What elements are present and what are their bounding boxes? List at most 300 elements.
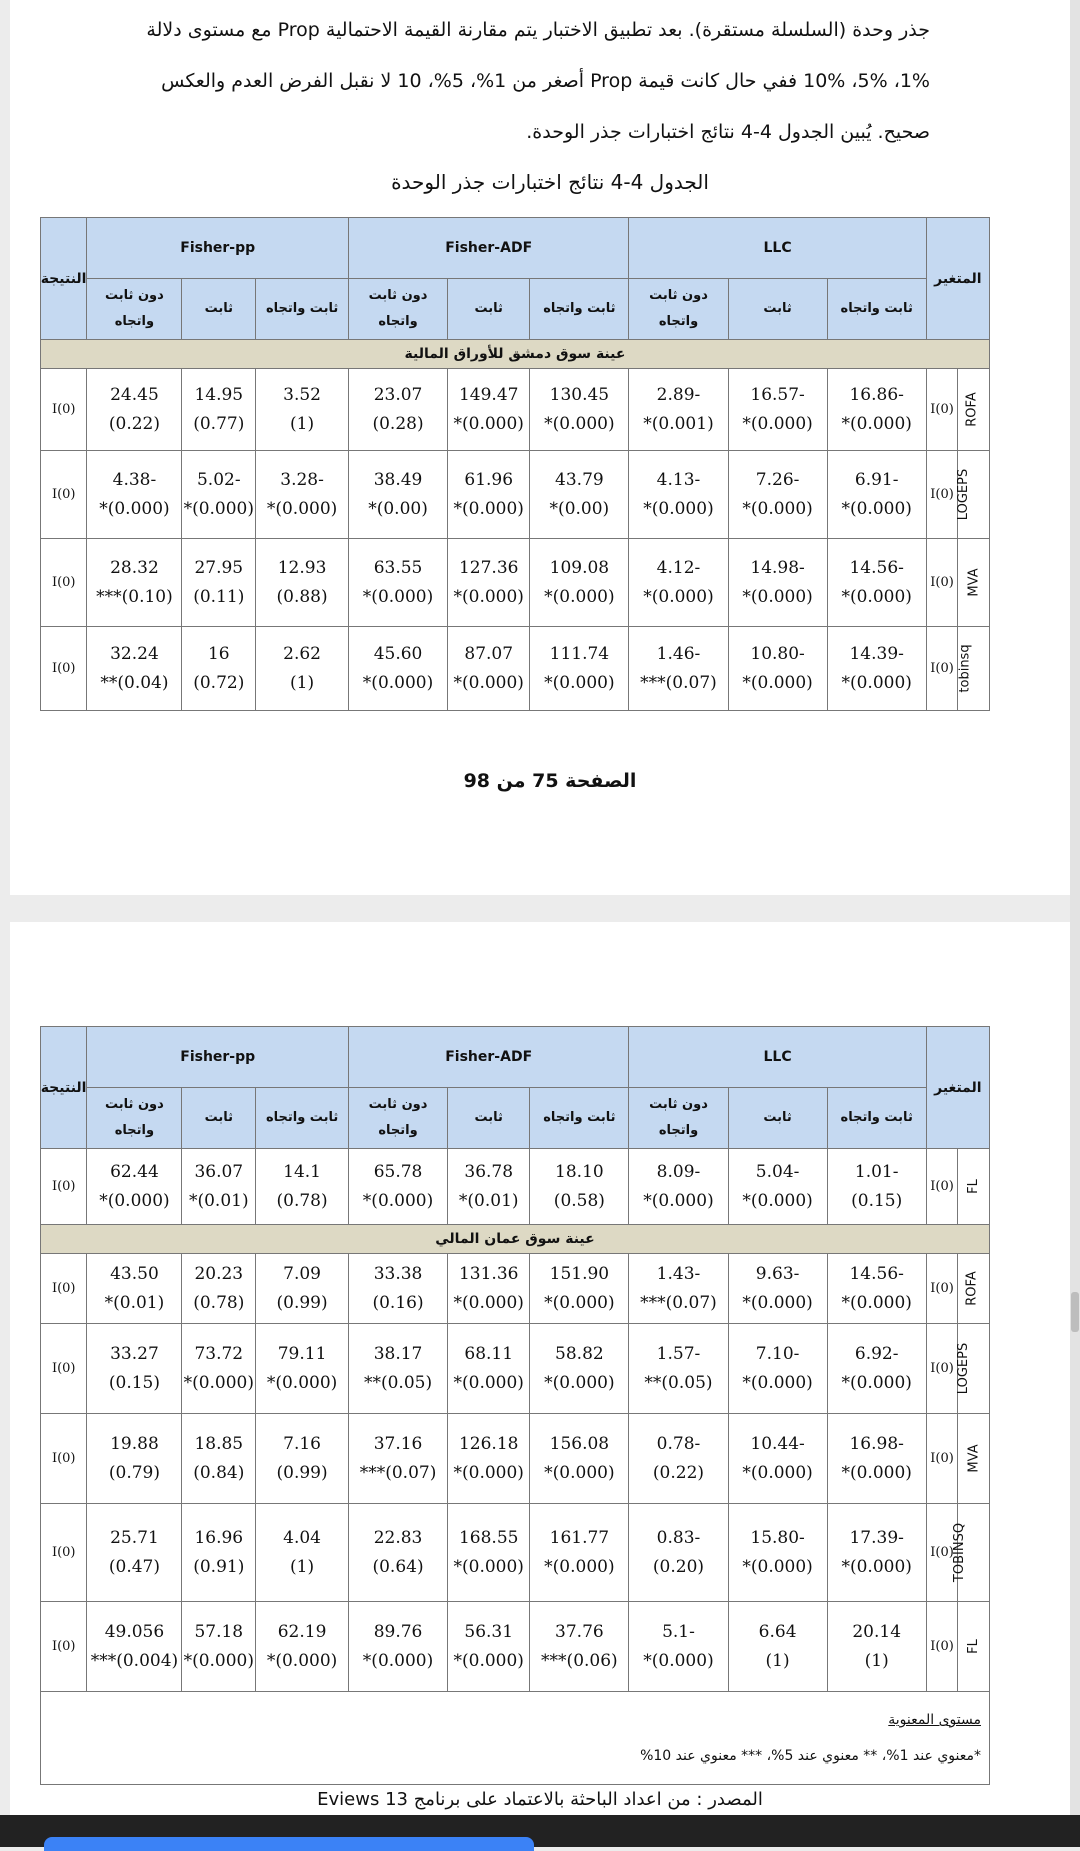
prob-value: (0.88) — [276, 586, 328, 607]
order-integration: I(0) — [926, 539, 958, 627]
prob-value: (0.000)* — [742, 1190, 813, 1211]
prob-value: (0.000)* — [841, 586, 912, 607]
table-cell — [348, 1149, 447, 1225]
table-row — [41, 1254, 990, 1324]
table-cell — [182, 1254, 256, 1324]
table-caption: الجدول 4-4 نتائج اختبارات جذر الوحدة — [391, 170, 709, 194]
variable-name: ROFA — [958, 1254, 990, 1324]
prob-value: (0.000)* — [643, 586, 714, 607]
result-value: I(0) — [41, 1414, 87, 1504]
stat-value: -1.43 — [656, 1263, 701, 1284]
header-sub: ثابت واتجاه — [827, 279, 926, 340]
prob-value: (0.000)* — [453, 498, 524, 519]
table-cell — [87, 451, 182, 539]
table-cell — [182, 1149, 256, 1225]
table-cell — [448, 1324, 530, 1414]
header-sub: دون ثابت واتجاه — [348, 279, 447, 340]
prob-value: (0.15) — [851, 1190, 903, 1211]
header-sub: ثابت — [448, 279, 530, 340]
prob-value: (0.000)* — [742, 413, 813, 434]
stat-value: 65.78 — [373, 1161, 423, 1182]
table-cell — [827, 1414, 926, 1504]
stat-value: 131.36 — [458, 1263, 519, 1284]
header-fisher-adf: Fisher-ADF — [348, 218, 628, 279]
table-cell — [182, 539, 256, 627]
prob-value: (0.000)* — [742, 1292, 813, 1313]
table-cell — [728, 1504, 827, 1602]
stat-value: 57.18 — [194, 1621, 244, 1642]
table-cell — [530, 539, 629, 627]
header-sub: ثابت واتجاه — [530, 279, 629, 340]
result-value: I(0) — [41, 1254, 87, 1324]
table-cell — [182, 451, 256, 539]
prob-value: (0.91) — [193, 1556, 245, 1577]
prob-value: (0.000)* — [742, 1372, 813, 1393]
stat-value: -2.89 — [656, 384, 701, 405]
prob-value: (0.22) — [108, 413, 160, 434]
source-note: المصدر : من اعداد الباحثة بالاعتماد على برنامج Eviews 13 — [317, 1789, 763, 1810]
stat-value: -5.04 — [755, 1161, 800, 1182]
result-value: I(0) — [41, 539, 87, 627]
table-cell — [256, 539, 349, 627]
stat-value: 149.47 — [458, 384, 519, 405]
header-fisher-pp: Fisher-pp — [87, 1027, 349, 1088]
table-cell — [827, 539, 926, 627]
order-integration: I(0) — [926, 1149, 958, 1225]
prob-value: (0.000)* — [362, 672, 434, 693]
stat-value: 6.64 — [758, 1621, 797, 1642]
page-number: الصفحة 75 من 98 — [463, 770, 637, 792]
stat-value: -14.56 — [849, 557, 904, 578]
scrollbar[interactable] — [1070, 0, 1080, 1847]
table-cell — [87, 369, 182, 451]
table-cell — [448, 627, 530, 711]
table-cell — [629, 451, 728, 539]
prob-value: (0.58) — [553, 1190, 605, 1211]
stat-value: 89.76 — [373, 1621, 423, 1642]
table-cell — [448, 369, 530, 451]
stat-value: 58.82 — [555, 1343, 604, 1364]
stat-value: 61.96 — [464, 469, 514, 490]
prob-value: (0.84) — [193, 1462, 245, 1483]
table-cell — [728, 451, 827, 539]
table-cell — [448, 451, 530, 539]
table-cell — [827, 627, 926, 711]
table-cell — [182, 1602, 256, 1692]
stat-value: 37.76 — [555, 1621, 604, 1642]
intro-line: 1%، 5%، 10% ففي حال كانت قيمة Prop أصغر من 1%، 5%، 10 لا نقبل الفرض العدم والعكس — [161, 70, 930, 92]
stat-value: 12.93 — [277, 557, 327, 578]
stat-value: -6.91 — [854, 469, 899, 490]
table-cell — [87, 1504, 182, 1602]
stat-value: 20.23 — [194, 1263, 244, 1284]
prob-value: (0.04)** — [100, 672, 169, 693]
header-sub: ثابت واتجاه — [256, 1088, 349, 1149]
prob-value: (0.000)* — [183, 498, 255, 519]
order-integration: I(0) — [926, 451, 958, 539]
stat-value: 3.52 — [283, 384, 321, 405]
table-cell — [448, 1504, 530, 1602]
table-cell — [629, 1149, 728, 1225]
prob-value: (0.78) — [193, 1292, 245, 1313]
stat-value: -0.78 — [656, 1433, 701, 1454]
stat-value: 2.62 — [283, 643, 321, 664]
stat-value: 79.11 — [277, 1343, 327, 1364]
header-sub: ثابت — [182, 1088, 256, 1149]
stat-value: 37.16 — [373, 1433, 423, 1454]
header-sub: دون ثابت واتجاه — [629, 279, 728, 340]
table-cell — [182, 627, 256, 711]
scrollbar-thumb[interactable] — [1071, 1292, 1079, 1332]
table-cell — [728, 1149, 827, 1225]
header-sub: دون ثابت واتجاه — [87, 1088, 182, 1149]
table-cell — [348, 1414, 447, 1504]
prob-value: (0.05)** — [363, 1372, 433, 1393]
table-cell — [348, 1254, 447, 1324]
table-cell — [530, 369, 629, 451]
variable-name: LOGEPS — [958, 1324, 990, 1414]
variable-name: TOBINSQ — [958, 1504, 990, 1602]
prob-value: (0.000)* — [453, 1650, 524, 1671]
table-cell — [530, 627, 629, 711]
table-cell — [182, 1324, 256, 1414]
prob-value: (0.000)* — [841, 672, 912, 693]
stat-value: 18.85 — [194, 1433, 244, 1454]
stat-value: 109.08 — [549, 557, 610, 578]
prob-value: (0.11) — [193, 586, 245, 607]
prob-value: (0.20) — [652, 1556, 705, 1577]
result-value: I(0) — [41, 1602, 87, 1692]
table-row — [41, 1602, 990, 1692]
stat-value: -5.1 — [662, 1621, 695, 1642]
order-integration: I(0) — [926, 1254, 958, 1324]
table-cell — [348, 1324, 447, 1414]
table-cell — [348, 451, 447, 539]
header-sub: دون ثابت واتجاه — [629, 1088, 728, 1149]
prob-value: (0.000)* — [742, 672, 813, 693]
order-integration: I(0) — [926, 1504, 958, 1602]
order-integration: I(0) — [926, 369, 958, 451]
stat-value: -17.39 — [849, 1527, 904, 1548]
result-value: I(0) — [41, 1324, 87, 1414]
table-cell — [256, 1414, 349, 1504]
header-fisher-pp: Fisher-pp — [87, 218, 349, 279]
table-cell — [87, 1414, 182, 1504]
table-cell — [827, 1149, 926, 1225]
stat-value: 16 — [207, 643, 230, 664]
prob-value: (0.10)*** — [96, 586, 173, 607]
table-cell — [629, 1414, 728, 1504]
prob-value: (0.000)* — [99, 498, 170, 519]
table-cell — [530, 1414, 629, 1504]
variable-name: FL — [958, 1602, 990, 1692]
prob-value: (0.05)** — [644, 1372, 713, 1393]
table-cell — [530, 1149, 629, 1225]
table-cell — [629, 1324, 728, 1414]
stat-value: 62.19 — [277, 1621, 327, 1642]
table-cell — [448, 539, 530, 627]
prob-value: (0.06)*** — [541, 1650, 618, 1671]
table-cell — [629, 1254, 728, 1324]
prob-value: (0.000)* — [742, 1462, 813, 1483]
prob-value: (0.000)* — [183, 1372, 255, 1393]
header-llc: LLC — [629, 1027, 926, 1088]
stat-value: -16.57 — [750, 384, 805, 405]
header-sub: ثابت — [728, 1088, 827, 1149]
prob-value: (0.000)* — [742, 498, 813, 519]
stat-value: 36.78 — [464, 1161, 514, 1182]
stat-value: -4.13 — [656, 469, 701, 490]
header-llc: LLC — [629, 218, 926, 279]
stat-value: 7.09 — [283, 1263, 321, 1284]
order-integration: I(0) — [926, 1324, 958, 1414]
table-cell — [629, 369, 728, 451]
table-cell — [182, 369, 256, 451]
header-sub: ثابت واتجاه — [256, 279, 349, 340]
stat-value: 62.44 — [110, 1161, 159, 1182]
header-sub: ثابت واتجاه — [827, 1088, 926, 1149]
table-cell — [827, 1254, 926, 1324]
table-cell — [728, 1602, 827, 1692]
header-sub: دون ثابت واتجاه — [348, 1088, 447, 1149]
stat-value: 168.55 — [458, 1527, 519, 1548]
prob-value: (0.72) — [193, 672, 245, 693]
table-row — [41, 1504, 990, 1602]
table-cell — [728, 627, 827, 711]
stat-value: 45.60 — [373, 643, 423, 664]
result-value: I(0) — [41, 627, 87, 711]
table-cell — [448, 1149, 530, 1225]
stat-value: 20.14 — [852, 1621, 902, 1642]
prob-value: (0.000)* — [841, 1292, 912, 1313]
header-sub: ثابت — [182, 279, 256, 340]
unit-root-table-1 — [40, 217, 990, 711]
stat-value: -5.02 — [196, 469, 241, 490]
stat-value: -10.44 — [750, 1433, 805, 1454]
stat-value: 126.18 — [458, 1433, 519, 1454]
table-cell — [827, 1324, 926, 1414]
table-cell — [827, 1602, 926, 1692]
header-variable: المتغير — [926, 1027, 989, 1149]
table-row — [41, 369, 990, 451]
table-cell — [629, 1504, 728, 1602]
table-cell — [87, 1254, 182, 1324]
table-cell — [87, 627, 182, 711]
table-cell — [256, 1149, 349, 1225]
prob-value: (0.07)*** — [640, 672, 717, 693]
prob-value: (0.99) — [276, 1462, 328, 1483]
prob-value: (0.000)* — [544, 1556, 615, 1577]
result-value: I(0) — [41, 369, 87, 451]
table-cell — [256, 1504, 349, 1602]
prob-value: (0.000)* — [266, 1372, 338, 1393]
stat-value: 28.32 — [110, 557, 159, 578]
stat-value: 156.08 — [549, 1433, 610, 1454]
stat-value: 14.95 — [194, 384, 244, 405]
stat-value: 161.77 — [549, 1527, 610, 1548]
prob-value: (0.000)* — [643, 1190, 714, 1211]
prob-value: (0.000)* — [841, 1556, 912, 1577]
table-cell — [728, 369, 827, 451]
header-fisher-adf: Fisher-ADF — [348, 1027, 628, 1088]
stat-value: -4.12 — [656, 557, 701, 578]
prob-value: (1) — [290, 672, 315, 693]
stat-value: 87.07 — [464, 643, 514, 664]
prob-value: (0.000)* — [742, 586, 813, 607]
table-cell — [448, 1254, 530, 1324]
variable-name: MVA — [958, 539, 990, 627]
prob-value: (0.000)* — [841, 498, 912, 519]
prob-value: (0.000)* — [453, 1462, 524, 1483]
table-cell — [629, 627, 728, 711]
stat-value: 111.74 — [549, 643, 610, 664]
stat-value: 32.24 — [110, 643, 159, 664]
stat-value: 33.27 — [110, 1343, 159, 1364]
prob-value: (1) — [864, 1650, 889, 1671]
variable-name: MVA — [958, 1414, 990, 1504]
table-row — [41, 1149, 990, 1225]
prob-value: (0.000)* — [544, 1462, 615, 1483]
table-cell — [182, 1414, 256, 1504]
stat-value: 127.36 — [458, 557, 519, 578]
order-integration: I(0) — [926, 1602, 958, 1692]
stat-value: -0.83 — [656, 1527, 701, 1548]
prob-value: (0.000)* — [841, 1462, 912, 1483]
table-cell — [827, 1504, 926, 1602]
stat-value: 73.72 — [194, 1343, 244, 1364]
prob-value: (0.01)* — [188, 1190, 249, 1211]
prob-value: (0.000)* — [544, 413, 615, 434]
header-result: النتيجة — [41, 218, 87, 340]
stat-value: -10.80 — [750, 643, 805, 664]
prob-value: (0.000)* — [99, 1190, 170, 1211]
prob-value: (0.22) — [652, 1462, 705, 1483]
stat-value: -14.39 — [849, 643, 904, 664]
stat-value: -7.26 — [755, 469, 800, 490]
stat-value: 43.79 — [555, 469, 604, 490]
header-sub: ثابت واتجاه — [530, 1088, 629, 1149]
table-row — [41, 451, 990, 539]
stat-value: 22.83 — [373, 1527, 423, 1548]
table-cell — [728, 1254, 827, 1324]
header-result: النتيجة — [41, 1027, 87, 1149]
stat-value: 49.056 — [104, 1621, 165, 1642]
prob-value: (0.000)* — [643, 498, 714, 519]
prob-value: (0.000)* — [742, 1556, 813, 1577]
stat-value: -16.86 — [849, 384, 904, 405]
table-cell — [256, 627, 349, 711]
variable-name: tobinsq — [958, 627, 990, 711]
table-cell — [827, 451, 926, 539]
prob-value: (0.01)* — [458, 1190, 519, 1211]
stat-value: 7.16 — [283, 1433, 321, 1454]
prob-value: (0.000)* — [841, 1372, 912, 1393]
table-cell — [256, 1254, 349, 1324]
stat-value: 33.38 — [373, 1263, 423, 1284]
prob-value: (0.00)* — [368, 498, 428, 519]
stat-value: -6.92 — [854, 1343, 899, 1364]
prob-value: (0.000)* — [183, 1650, 255, 1671]
prob-value: (0.000)* — [266, 1650, 338, 1671]
stat-value: 27.95 — [194, 557, 244, 578]
unit-root-table-2 — [40, 1026, 990, 1785]
table-cell — [530, 1254, 629, 1324]
intro-line: صحيح. يُبين الجدول 4-4 نتائج اختبارات جذر الوحدة. — [526, 121, 930, 143]
table-cell — [629, 1602, 728, 1692]
stat-value: -1.57 — [656, 1343, 701, 1364]
stat-value: -14.56 — [849, 1263, 904, 1284]
taskbar — [0, 1815, 1080, 1847]
stat-value: -3.28 — [280, 469, 324, 490]
table-cell — [256, 1602, 349, 1692]
prob-value: (0.000)* — [453, 1556, 524, 1577]
prob-value: (0.28) — [372, 413, 424, 434]
stat-value: 24.45 — [110, 384, 159, 405]
header-variable: المتغير — [926, 218, 989, 340]
prob-value: (0.07)*** — [359, 1462, 437, 1483]
prob-value: (0.99) — [276, 1292, 328, 1313]
table-cell — [629, 539, 728, 627]
table-row — [41, 1324, 990, 1414]
table-cell — [348, 1504, 447, 1602]
table-row — [41, 539, 990, 627]
table-cell — [87, 539, 182, 627]
prob-value: (0.000)* — [266, 498, 338, 519]
stat-value: 38.49 — [373, 469, 423, 490]
prob-value: (0.000)* — [544, 1292, 615, 1313]
table-cell — [256, 1324, 349, 1414]
prob-value: (0.15) — [108, 1372, 160, 1393]
stat-value: 23.07 — [373, 384, 423, 405]
header-sub: ثابت — [448, 1088, 530, 1149]
stat-value: -1.01 — [854, 1161, 899, 1182]
table-cell — [728, 1324, 827, 1414]
result-value: I(0) — [41, 1504, 87, 1602]
table-cell — [87, 1149, 182, 1225]
table-cell — [182, 1504, 256, 1602]
prob-value: (0.000)* — [544, 586, 615, 607]
prob-value: (0.79) — [108, 1462, 160, 1483]
table-cell — [348, 369, 447, 451]
prob-value: (0.01)* — [104, 1292, 165, 1313]
prob-value: (1) — [290, 413, 315, 434]
table-cell — [827, 369, 926, 451]
prob-value: (0.000)* — [453, 586, 524, 607]
stat-value: 151.90 — [549, 1263, 610, 1284]
stat-value: 68.11 — [464, 1343, 514, 1364]
stat-value: -4.38 — [112, 469, 157, 490]
prob-value: (0.00)* — [549, 498, 610, 519]
order-integration: I(0) — [926, 1414, 958, 1504]
prob-value: (0.16) — [372, 1292, 424, 1313]
section-row: عينة سوق عمان المالي — [41, 1225, 990, 1254]
taskbar-button[interactable] — [44, 1837, 534, 1851]
table-cell — [256, 451, 349, 539]
prob-value: (0.000)* — [453, 1372, 524, 1393]
stat-value: -14.98 — [750, 557, 805, 578]
stat-value: -9.63 — [755, 1263, 800, 1284]
prob-value: (0.000)* — [362, 1650, 434, 1671]
prob-value: (1) — [290, 1556, 315, 1577]
section-row: عينة سوق دمشق للأوراق المالية — [41, 340, 990, 369]
stat-value: 63.55 — [373, 557, 423, 578]
header-sub: ثابت — [728, 279, 827, 340]
stat-value: 25.71 — [110, 1527, 159, 1548]
stat-value: 19.88 — [110, 1433, 159, 1454]
table-cell — [530, 1504, 629, 1602]
table-row — [41, 1414, 990, 1504]
variable-name: LOGEPS — [958, 451, 990, 539]
